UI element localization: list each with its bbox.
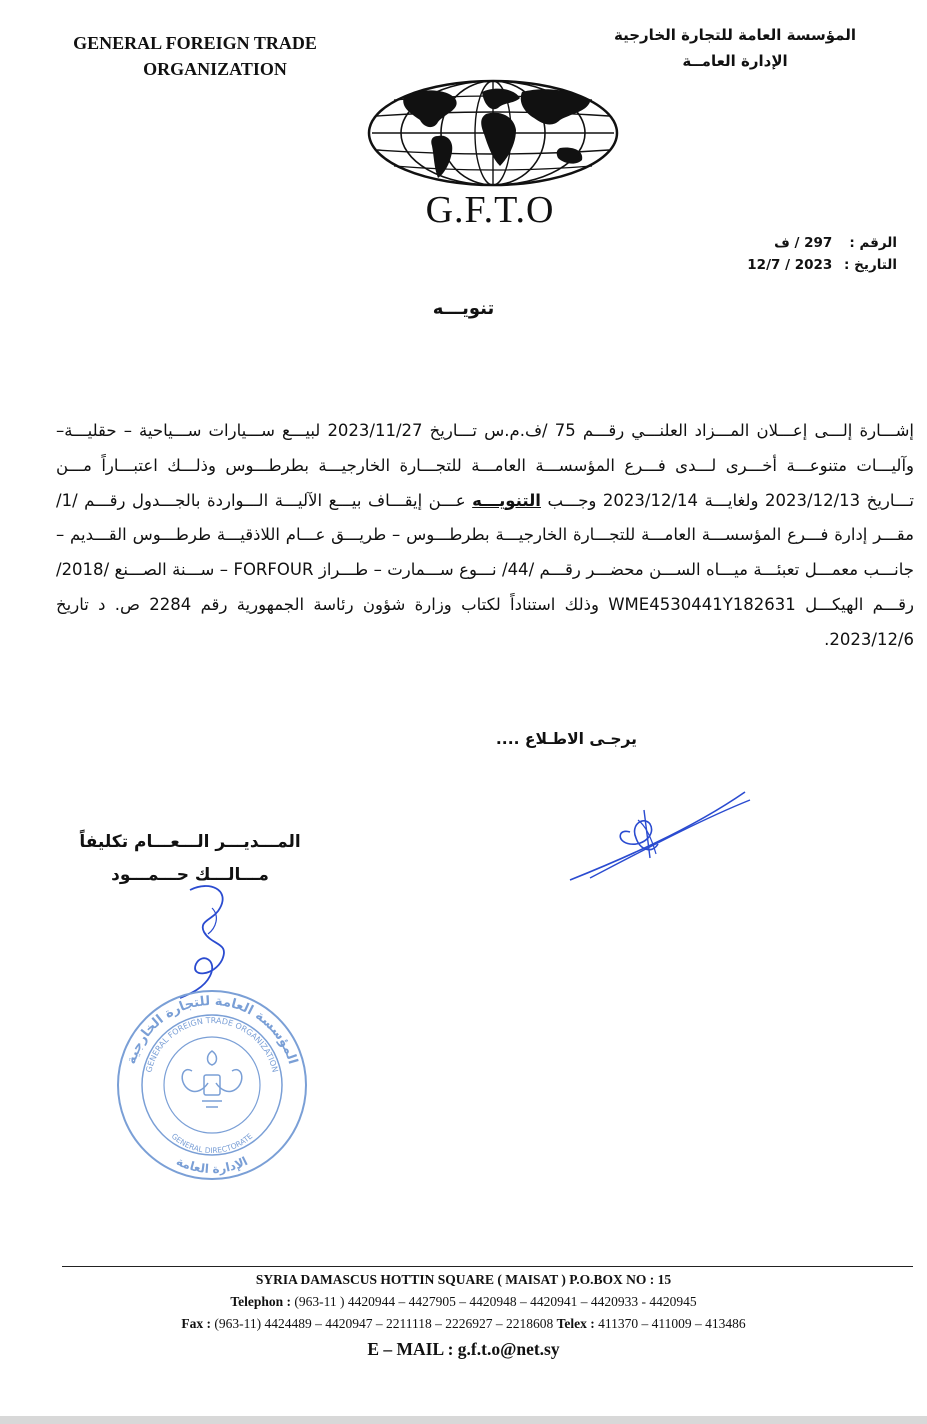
stamp-bottom-text: GENERAL DIRECTORATE <box>169 1131 255 1156</box>
footer-telephone-value: (963-11 ) 4420944 – 4427905 – 4420948 – 4420941 – 4420933 - 4420945 <box>294 1294 697 1309</box>
official-stamp-icon <box>112 985 312 1185</box>
initials-signature-icon <box>160 880 250 1000</box>
footer-telephone <box>0 1291 927 1313</box>
footer-fax <box>0 1313 927 1335</box>
footer <box>0 1269 927 1363</box>
logo-text: G.F.T.O <box>425 189 555 231</box>
footer-address: SYRIA DAMASCUS HOTTIN SQUARE ( MAISAT ) P.O.BOX NO : 15 <box>255 1272 672 1287</box>
footer-email-value: g.f.t.o@net.sy <box>457 1339 560 1359</box>
reference-date-row <box>747 254 897 276</box>
reference-date-value: 12/7 / 2023 <box>747 257 833 273</box>
notice-body <box>56 414 914 658</box>
org-name-ar-line2: الإدارة العامــة <box>682 52 788 70</box>
org-name-en-line1: GENERAL FOREIGN TRADE <box>73 33 317 53</box>
signatory-name: مـــالـــك حـــمـــود <box>111 865 269 885</box>
reference-number-label: الرقم : <box>849 235 897 251</box>
footer-email <box>0 1335 927 1363</box>
reference-number-value: 297 / ف <box>774 235 833 251</box>
footer-telex-value: 411370 – 411009 – 413486 <box>598 1316 746 1331</box>
notice-title: تنويـــه <box>432 298 495 319</box>
stamp-bottom-arabic-text: الإدارة العامة <box>174 1154 250 1177</box>
reference-block <box>747 232 897 276</box>
footer-telephone-label: Telephon : <box>230 1294 292 1309</box>
notice-body-part2: عـــن إيقـــاف بيـــع الآليـــة الـــواردة بالجـــدول رقـــم /1/ مقـــر إدارة فـــرع المؤسســـة العامـــة للتجـــارة الخارجيـــة بطرطـــوس – طريـــق عـــام اللاذقيـــة طرطـــوس القـــديم – جانـــب معمـــل تعبئـــة ميـــاه الســـن محضـــر رقـــم /44/ نـــوع ســـمارت – طـــراز FORFOUR – ســـنة الصـــنع /2018/ رقـــم الهيكـــل WME4530441Y182631 وذلك استناداً لكتاب وزارة شؤون رئاسة الجمهورية رقم 2284 ص. د تاريخ 2023/12/6. <box>56 490 915 649</box>
footer-fax-value: (963-11) 4424489 – 4420947 – 2211118 – 2226927 – 2218608 <box>214 1316 554 1331</box>
footer-telex-label: Telex : <box>556 1316 595 1331</box>
svg-text:GENERAL DIRECTORATE <box>170 1131 255 1155</box>
org-name-arabic <box>565 22 905 74</box>
org-name-en-line2: ORGANIZATION <box>143 59 287 79</box>
svg-text:الإدارة العامة <box>174 1154 250 1176</box>
reference-number-row <box>747 232 897 254</box>
reference-date-label: التاريخ : <box>844 257 897 273</box>
footer-divider <box>62 1266 913 1267</box>
notice-body-highlight: التنويـــه <box>472 490 541 510</box>
stamp-inner-text: GENERAL FOREIGN TRADE ORGANIZATION <box>144 1015 280 1074</box>
signatory-title: المـــديـــر الـــعـــام تكليفاً <box>79 832 301 852</box>
scan-bottom-edge <box>0 1416 927 1424</box>
stamp-outer-text: المؤسسة العامة للتجارة الخارجية <box>124 993 300 1066</box>
footer-fax-label: Fax : <box>181 1316 211 1331</box>
closing-line: يرجـى الاطـلاع .... <box>495 730 637 748</box>
org-name-english <box>40 30 350 82</box>
notice-body-part1: إشـــارة إلـــى إعـــلان المـــزاد العلنـــي رقـــم 75 /ف.م.س تـــاريخ 2023/11/27 لبيـــع ســـيارات ســـياحية – حقليـــة– وآليـــات متنوعـــة أخـــرى لـــدى فـــرع المؤسســـة العامـــة للتجـــارة الخارجيـــة بطرطـــوس وذلـــك اعتبـــاراً مـــن تـــاريخ 2023/12/13 ولغايـــة 2023/12/14 وجـــب <box>56 421 915 510</box>
footer-email-label: E – MAIL : <box>367 1339 454 1359</box>
handwritten-signature-icon <box>560 780 760 890</box>
org-name-ar-line1: المؤسسة العامة للتجارة الخارجية <box>614 26 856 44</box>
